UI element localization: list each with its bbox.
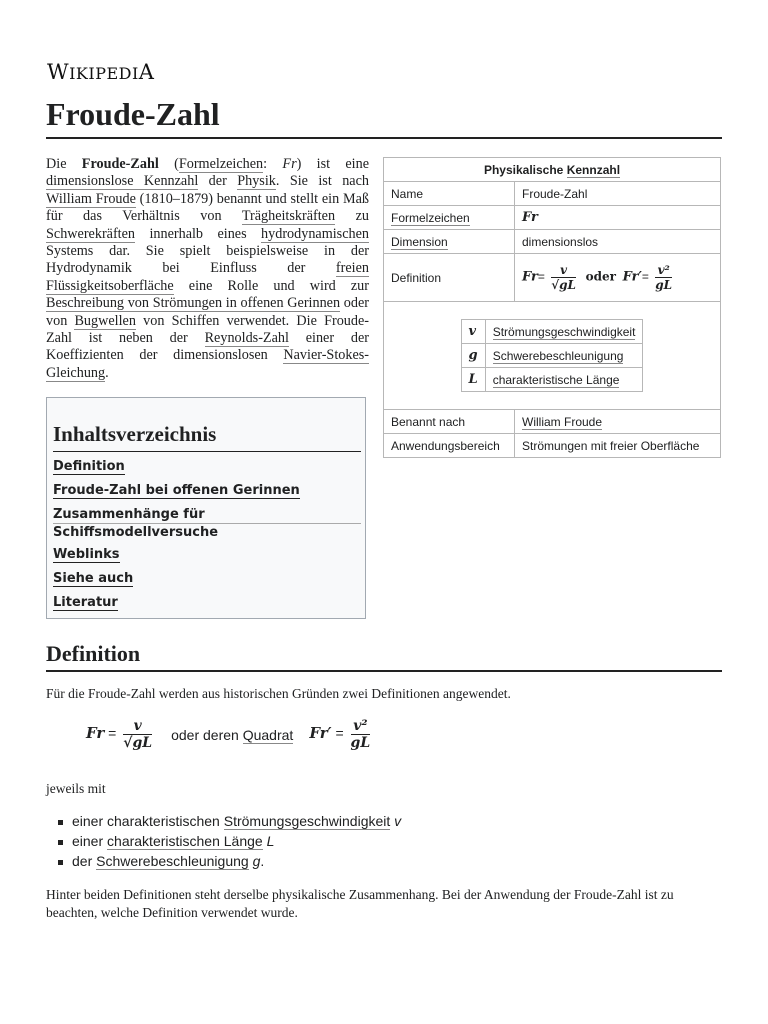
link-schwerekraefte[interactable]: Schwerekräften xyxy=(46,225,136,242)
table-of-contents xyxy=(46,397,366,619)
link-stroemungsgeschwindigkeit[interactable]: Strömungsgeschwindigkeit xyxy=(492,324,636,339)
link-reynolds-zahl[interactable]: Reynolds-Zahl xyxy=(204,330,289,347)
link-dimension[interactable]: Dimension xyxy=(391,234,448,249)
link-william-froude[interactable]: William Froude xyxy=(46,190,136,207)
link-quadrat[interactable]: Quadrat xyxy=(242,726,294,743)
infobox-variables-row xyxy=(384,302,721,410)
link-navier-stokes[interactable]: Navier-Stokes-Gleichung xyxy=(46,347,369,381)
toc-item-weblinks[interactable]: Weblinks xyxy=(53,547,120,562)
jeweils-mit-text: jeweils mit xyxy=(46,781,106,796)
variable-row: v Strömungsgeschwindigkeit xyxy=(461,320,643,344)
toc-item-literatur[interactable]: Literatur xyxy=(53,595,118,610)
link-schwerebeschleunigung-list[interactable]: Schwerebeschleunigung xyxy=(96,853,249,869)
intro-paragraph: Die Froude-Zahl (Formelzeichen: Fr) ist eine dimensionslose Kennzahl der Physik. Sie ist nach William Froude (1810–1879) benannt und stellt ein Maß für das Verhältnis von Trägheitskräften zu Schwerekräften innerhalb eines hydrodynamischen Systems dar. Sie spielt beispielsweise in der Hydrodynamik bei Einfluss der freien Flüssigkeitsoberfläche eine Rolle und wird zur Beschreibung von Strömungen in offenen Gerinnen oder von Bugwellen von Schiffen verwendet. Die Froude-Zahl ist neben der Reynolds-Zahl einer der Koeffizienten der dimensionslosen Navier-Stokes-Gleichung. xyxy=(46,156,369,381)
toc-item-offene-gerinne[interactable]: Froude-Zahl bei offenen Gerinnen xyxy=(53,483,300,498)
infobox-row: Formelzeichen Fr xyxy=(384,206,721,230)
closing-paragraph: Hinter beiden Definitionen steht derselbe physikalische Zusammenhang. Bei der Anwendung der Froude-Zahl ist zu beachten, welche Definition verwendet wurde. xyxy=(46,887,674,920)
link-physik[interactable]: Physik xyxy=(237,173,276,190)
infobox-row: Dimension dimensionslos xyxy=(384,230,721,254)
list-item: einer charakteristischen Länge L xyxy=(58,831,401,851)
toc-title: Inhaltsverzeichnis xyxy=(53,422,361,452)
wikipedia-wordmark[interactable]: WIKIPEDIA xyxy=(47,60,155,84)
infobox-header: Physikalische Kennzahl xyxy=(384,158,721,182)
variable-list xyxy=(58,811,401,871)
link-formelzeichen-infobox[interactable]: Formelzeichen xyxy=(391,210,470,225)
list-item: einer charakteristischen Strömungsgeschwindigkeit v xyxy=(58,811,401,831)
link-kennzahl[interactable]: Kennzahl xyxy=(566,162,621,177)
link-beschreibung-stroemungen[interactable]: Beschreibung von Strömungen in offenen Gerinnen xyxy=(46,295,341,312)
link-hydrodynamisch[interactable]: hydrodynamischen xyxy=(261,225,369,242)
toc-item-schiffsmodellversuche[interactable]: Zusammenhänge für Schiffsmodellversuche xyxy=(53,506,365,546)
infobox-row: Benannt nach William Froude xyxy=(384,410,721,434)
toc-item-definition[interactable]: Definition xyxy=(53,459,125,474)
link-dimensionslose-kennzahl[interactable]: dimensionslose Kennzahl xyxy=(46,173,199,190)
list-item: der Schwerebeschleunigung g. xyxy=(58,851,401,871)
infobox xyxy=(383,157,721,458)
link-stroemungsgeschwindigkeit-list[interactable]: Strömungsgeschwindigkeit xyxy=(223,813,391,829)
link-traegheitskraefte[interactable]: Trägheitskräften xyxy=(241,208,336,225)
variable-row: g Schwerebeschleunigung xyxy=(461,344,643,368)
page-title: Froude-Zahl xyxy=(46,96,722,139)
link-formelzeichen[interactable]: Formelzeichen xyxy=(178,156,264,172)
link-freie-fluessigkeitsoberflaeche[interactable]: freien Flüssigkeitsoberfläche xyxy=(46,260,369,294)
definition-paragraph: Für die Froude-Zahl werden aus historischen Gründen zwei Definitionen angewendet. xyxy=(46,686,511,701)
section-heading-definition: Definition xyxy=(46,641,722,672)
link-william-froude-infobox[interactable]: William Froude xyxy=(522,414,603,429)
infobox-row: Anwendungsbereich Strömungen mit freier Oberfläche xyxy=(384,434,721,458)
link-schwerebeschleunigung[interactable]: Schwerebeschleunigung xyxy=(492,348,624,363)
link-charakteristische-laenge[interactable]: charakteristische Länge xyxy=(492,372,620,387)
infobox-row: Name Froude-Zahl xyxy=(384,182,721,206)
link-charakteristische-laenge-list[interactable]: charakteristischen Länge xyxy=(107,833,263,849)
variables-table xyxy=(461,319,644,392)
variable-row: L charakteristische Länge xyxy=(461,368,643,392)
definition-formula: Fr= $\frac{v}{√gL}$ oder Fr′= $\frac{\text{v²}}{gL}$ xyxy=(515,254,721,302)
infobox-row-definition: Definition Fr= $\frac{v}{√gL}$ oder Fr′= $\frac{\text{v²}}{gL}$ xyxy=(384,254,721,302)
link-bugwellen[interactable]: Bugwellen xyxy=(74,312,136,329)
definition-formula-block: Fr = $\frac{v}{√gL}$ oder deren Quadrat Fr′ = $\frac{\text{v²}}{gL}$ xyxy=(86,718,371,751)
toc-item-siehe-auch[interactable]: Siehe auch xyxy=(53,571,134,586)
